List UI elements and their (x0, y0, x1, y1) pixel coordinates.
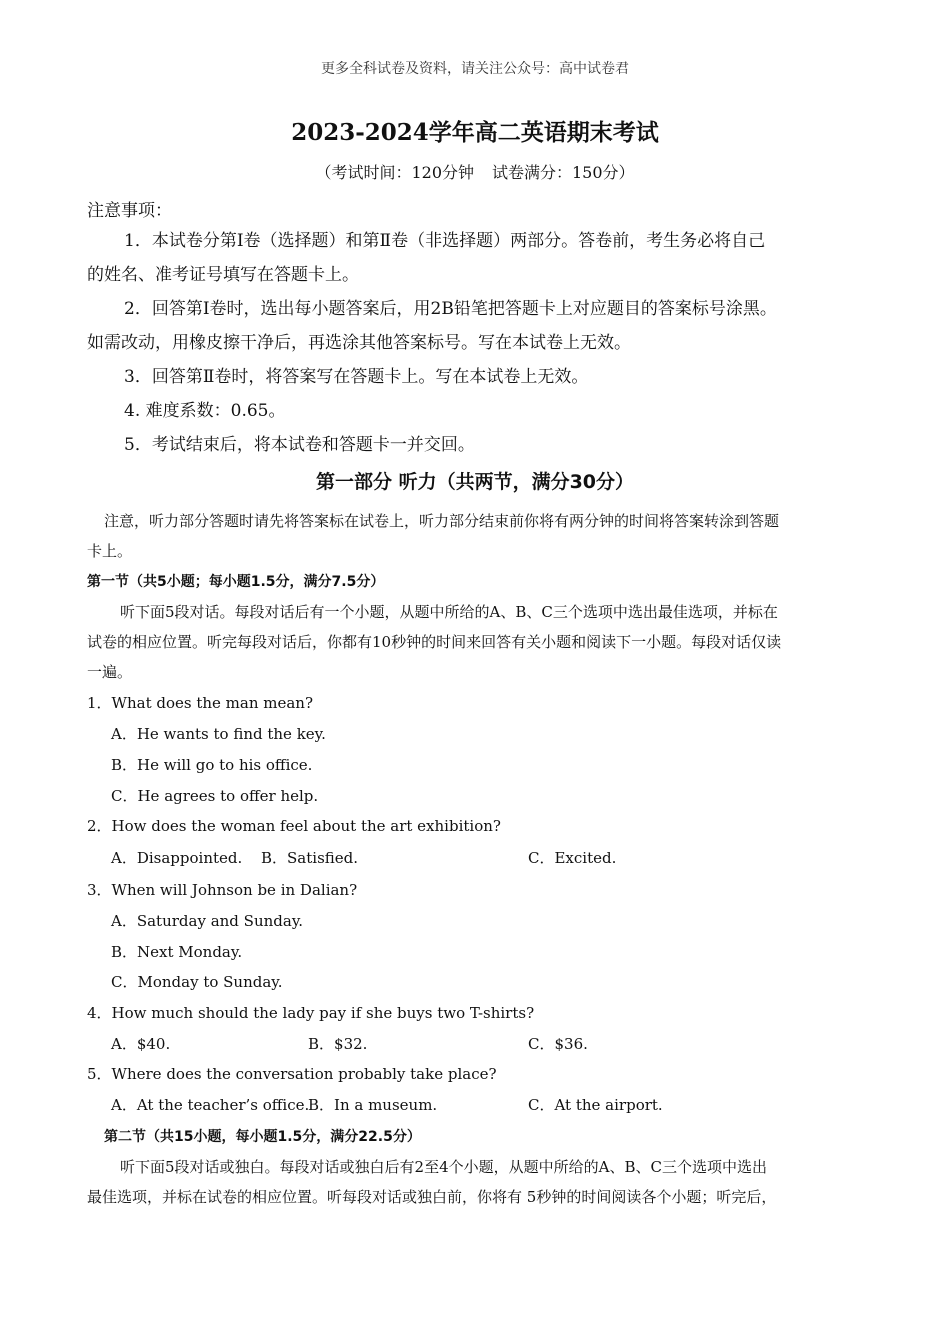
notice-item-4: 4. 难度系数：0.65。 (124, 401, 286, 421)
notice-item-1-cont: 的姓名、准考证号填写在答题卡上。 (87, 265, 359, 285)
exam-title: 2023-2024学年高二英语期末考试 (291, 119, 659, 146)
section2-instr-line-1: 听下面5段对话或独白。每段对话或独白后有2至4个小题，从题中所给的A、B、C三个选项中选出 (120, 1158, 767, 1176)
section1-instr-line-1: 听下面5段对话。每段对话后有一个小题，从题中所给的A、B、C三个选项中选出最佳选项，并标在 (120, 603, 778, 621)
q5-option-c: C．At the airport. (528, 1096, 663, 1114)
q3-option-b: B．Next Monday. (111, 943, 243, 961)
q5-option-b: B．In a museum. (308, 1096, 438, 1114)
q1-option-a: A．He wants to find the key. (111, 725, 326, 743)
notice-item-2-cont: 如需改动，用橡皮擦干净后，再选涂其他答案标号。写在本试卷上无效。 (87, 333, 631, 353)
part1-title: 第一部分 听力（共两节，满分30分） (315, 471, 635, 493)
section1-instr-line-2: 试卷的相应位置。听完每段对话后，你都有10秒钟的时间来回答有关小题和阅读下一小题。每段对话仅读 (87, 633, 782, 651)
q1-option-c: C．He agrees to offer help. (111, 787, 319, 805)
question-2: 2．How does the woman feel about the art exhibition? (87, 817, 501, 835)
question-3: 3．When will Johnson be in Dalian? (87, 881, 358, 899)
section1-instr-line-3: 一遍。 (87, 663, 133, 681)
section2-instructions (87, 1152, 867, 1212)
part1-note-line-1: 注意，听力部分答题时请先将答案标在试卷上，听力部分结束前你将有两分钟的时间将答案转涂到答题 (104, 512, 780, 530)
question-4: 4．How much should the lady pay if she buys two T-shirts? (87, 1004, 535, 1022)
page-header: 更多全科试卷及资料，请关注公众号：高中试卷君 (321, 61, 629, 77)
q2-option-a: A．Disappointed. (111, 849, 243, 867)
q3-option-a: A．Saturday and Sunday. (111, 912, 304, 930)
exam-full-score: 试卷满分：150分） (492, 163, 635, 182)
notice-item-1: 1．本试卷分第Ⅰ卷（选择题）和第Ⅱ卷（非选择题）两部分。答卷前，考生务必将自己 (124, 231, 766, 251)
notice-list (87, 224, 882, 462)
notice-item-3: 3．回答第Ⅱ卷时，将答案写在答题卡上。写在本试卷上无效。 (124, 367, 589, 387)
q4-option-c: C．$36. (528, 1035, 588, 1053)
question-5: 5．Where does the conversation probably take place? (87, 1065, 497, 1083)
section2-title: 第二节（共15小题，每小题1.5分，满分22.5分） (104, 1129, 421, 1145)
part1-note-line-2: 卡上。 (87, 542, 133, 560)
q2-option-c: C．Excited. (528, 849, 617, 867)
section1-title: 第一节（共5小题；每小题1.5分，满分7.5分） (87, 574, 385, 590)
q4-option-a: A．$40. (111, 1035, 171, 1053)
exam-time: （考试时间：120分钟 (315, 163, 474, 182)
q5-option-a: A．At the teacher’s office. (111, 1096, 310, 1114)
q1-option-b: B．He will go to his office. (111, 756, 313, 774)
notice-label: 注意事项： (87, 201, 172, 221)
q4-option-b: B．$32. (308, 1035, 368, 1053)
q3-option-c: C．Monday to Sunday. (111, 973, 283, 991)
question-1: 1．What does the man mean? (87, 694, 314, 712)
q2-option-b: B．Satisfied. (261, 849, 359, 867)
section2-instr-line-2: 最佳选项，并标在试卷的相应位置。听每段对话或独白前，你将有 5秒钟的时间阅读各个小题；听完后， (87, 1188, 777, 1206)
notice-item-2: 2．回答第Ⅰ卷时，选出每小题答案后，用2B铅笔把答题卡上对应题目的答案标号涂黑。 (124, 299, 777, 319)
part1-note (87, 506, 867, 566)
notice-item-5: 5．考试结束后，将本试卷和答题卡一并交回。 (124, 435, 475, 455)
section1-instructions (87, 597, 867, 687)
exam-subtitle (0, 160, 950, 183)
